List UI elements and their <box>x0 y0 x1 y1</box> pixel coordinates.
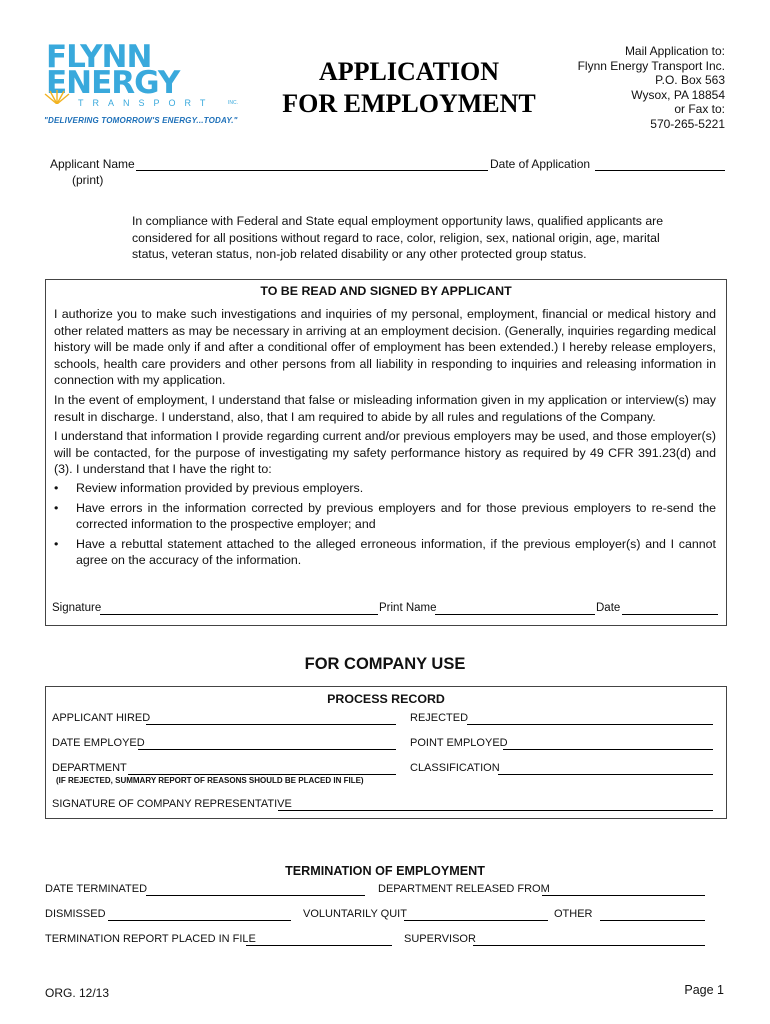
point-employed-label: POINT EMPLOYED <box>410 737 508 749</box>
date-employed-label: DATE EMPLOYED <box>52 737 145 749</box>
mail-line-1: Mail Application to: <box>624 44 725 58</box>
process-record-box <box>45 686 727 819</box>
list-item: • Review information provided by previous employers. <box>54 480 364 495</box>
form-revision: ORG. 12/13 <box>45 986 110 1000</box>
dismissed-field[interactable] <box>108 920 291 921</box>
authorization-heading: TO BE READ AND SIGNED BY APPLICANT <box>260 284 512 298</box>
dismissed-label: DISMISSED <box>45 908 106 920</box>
company-use-heading: FOR COMPANY USE <box>304 655 466 673</box>
signature-date-field[interactable] <box>622 614 718 615</box>
department-released-field[interactable] <box>542 895 705 896</box>
process-record-heading: PROCESS RECORD <box>327 692 445 706</box>
bullet: • <box>54 480 59 495</box>
rejected-note: (IF REJECTED, SUMMARY REPORT OF REASONS SHOULD BE PLACED IN FILE) <box>56 776 364 785</box>
date-terminated-field[interactable] <box>146 895 365 896</box>
signature-date-label: Date <box>596 602 621 614</box>
rejected-field[interactable] <box>467 724 713 725</box>
rejected-label: REJECTED <box>410 712 469 724</box>
authorization-paragraph-3: I understand that information I provide regarding current and/or previous employers may be used, and those employer(s) will be contacted, for the purpose of investigating my safety performance history as required by 49 CFR 391.23(d) and (3). I understand that I have the right to: <box>54 429 716 477</box>
rights-list <box>54 480 716 569</box>
date-of-application-field[interactable] <box>595 170 725 171</box>
applicant-hired-field[interactable] <box>146 724 396 725</box>
list-item: • Have errors in the information corrected by previous employers and for those previous employers to re-send the corrected information to the prospective employer; and <box>54 500 716 532</box>
logo-subtitle: TRANSPORT <box>78 98 215 108</box>
date-terminated-label: DATE TERMINATED <box>45 883 148 895</box>
date-employed-field[interactable] <box>138 749 396 750</box>
authorization-paragraph-2: In the event of employment, I understand that false or misleading information given in my application or interview(s) may result in discharge. I understand, also, that I am required to abide by all rules and regulations of the Company. <box>54 392 716 424</box>
bullet: • <box>54 500 59 515</box>
fax-number: 570-265-5221 <box>650 116 725 131</box>
voluntarily-quit-field[interactable] <box>404 920 548 921</box>
logo-line-2: ENERGY <box>46 65 180 101</box>
point-employed-field[interactable] <box>503 749 713 750</box>
termination-heading: TERMINATION OF EMPLOYMENT <box>285 864 485 878</box>
mail-line-4: Wysox, PA 18854 <box>631 87 725 102</box>
classification-label: CLASSIFICATION <box>410 762 500 774</box>
print-name-field[interactable] <box>435 614 595 615</box>
applicant-hired-label: APPLICANT HIRED <box>52 712 151 724</box>
print-name-label: Print Name <box>379 602 437 614</box>
eeo-statement: In compliance with Federal and State equal employment opportunity laws, qualified applicants are considered for all positions without regard to race, color, religion, sex, national origin, age, marital status, veteran status, non-job related disability or any other protected group status. <box>132 214 664 262</box>
page-number: Page 1 <box>684 983 724 997</box>
signature-field[interactable] <box>100 614 378 615</box>
authorization-paragraph-1: I authorize you to make such investigations and inquiries of my personal, employment, financial or medical history and other related matters as may be necessary in arriving at an employment decision. (Generally, inquiries regarding medical history will be made only if and after a conditional offer of employment has been extended.) I hereby release employers, schools, health care providers and other persons from all liability in responding to inquiries and releasing information in connection with my application. <box>54 307 716 388</box>
report-placed-label: TERMINATION REPORT PLACED IN FILE <box>45 933 256 945</box>
logo-inc: INC. <box>228 100 238 106</box>
title-line-1: APPLICATION <box>318 57 500 86</box>
voluntarily-quit-label: VOLUNTARILY QUIT <box>303 908 407 920</box>
company-logo <box>44 39 244 128</box>
signature-label: Signature <box>52 602 102 614</box>
mailing-address <box>520 44 725 131</box>
bullet: • <box>54 536 59 551</box>
company-rep-signature-label: SIGNATURE OF COMPANY REPRESENTATIVE <box>52 798 292 810</box>
print-label: (print) <box>72 173 104 187</box>
report-placed-field[interactable] <box>246 945 392 946</box>
mail-line-3: P.O. Box 563 <box>655 73 725 87</box>
department-label: DEPARTMENT <box>52 762 127 774</box>
logo-tagline: "DELIVERING TOMORROW'S ENERGY...TODAY." <box>44 116 238 125</box>
other-field[interactable] <box>600 920 705 921</box>
authorization-body <box>54 306 716 569</box>
company-rep-signature-field[interactable] <box>278 810 713 811</box>
sunburst-icon <box>44 90 70 104</box>
authorization-box <box>45 279 727 626</box>
department-field[interactable] <box>128 774 396 775</box>
applicant-name-label: Applicant Name <box>50 157 135 171</box>
applicant-name-field[interactable] <box>136 170 488 171</box>
other-label: OTHER <box>554 908 593 920</box>
page-title <box>268 56 550 120</box>
date-of-application-label: Date of Application <box>490 157 591 171</box>
supervisor-label: SUPERVISOR <box>404 933 476 945</box>
title-line-2: FOR EMPLOYMENT <box>282 89 536 118</box>
logo-line-1: FLYNN <box>46 39 152 75</box>
mail-line-5: or Fax to: <box>674 102 725 116</box>
list-item: • Have a rebuttal statement attached to the alleged erroneous information, if the previous employer(s) and I cannot agree on the accuracy of the information. <box>54 536 716 568</box>
mail-line-2: Flynn Energy Transport Inc. <box>577 58 725 73</box>
department-released-label: DEPARTMENT RELEASED FROM <box>378 883 550 895</box>
supervisor-field[interactable] <box>473 945 705 946</box>
classification-field[interactable] <box>498 774 713 775</box>
